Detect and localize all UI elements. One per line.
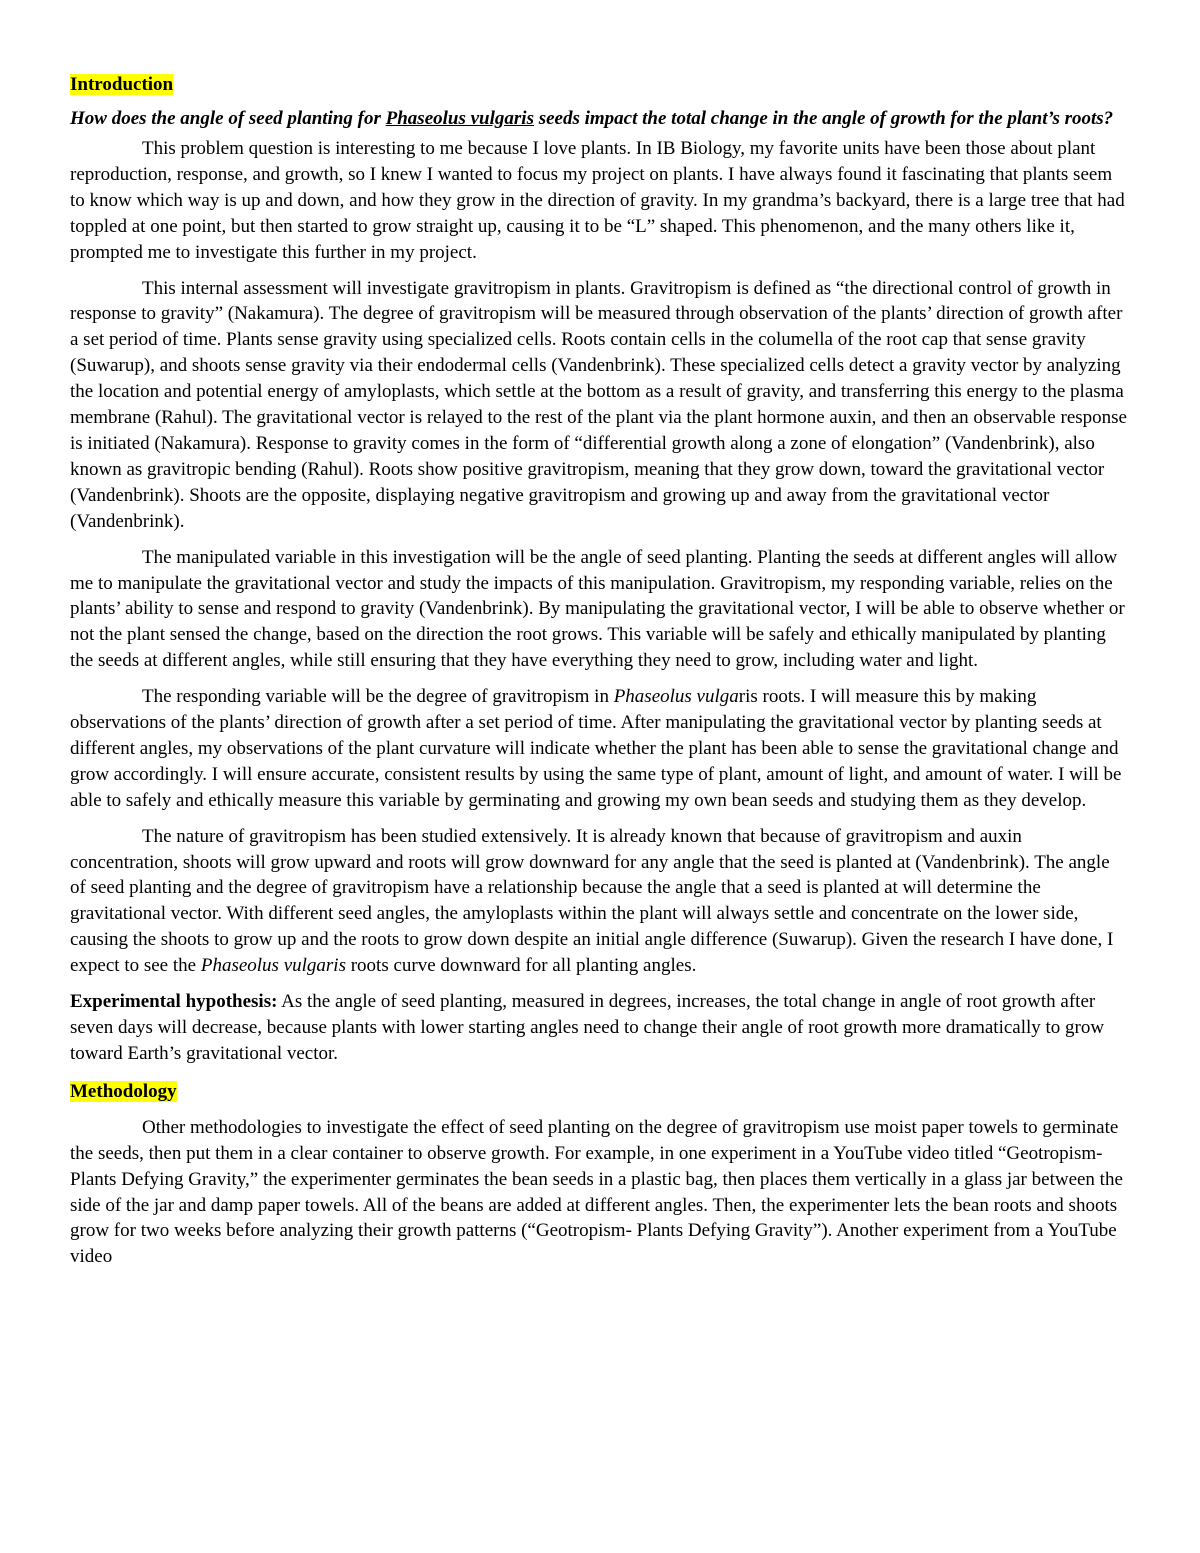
p4-after: ris roots. I will measure this by making observations of the plants’ direction of growth after a set period of time. After manipulating the gravitational vector by planting seeds at different angles, my observations of the plant curvature will indicate whether the plant has been able to sense the gravitational change and grow accordingly. I will ensure accurate, consistent results by using the same type of plant, amount of light, and amount of water. I will be able to safely and ethically measure this variable by germinating and growing my own bean seeds and studying them as they develop.: [70, 686, 1122, 811]
hypothesis-label: Experimental hypothesis:: [70, 991, 278, 1013]
paragraph-manipulated-variable: The manipulated variable in this investigation will be the angle of seed planting. Planting the seeds at different angles will allow me to manipulate the gravitational vector and study the impacts of this manipulation. Gravitropism, my responding variable, relies on the plants’ ability to sense and respond to gravity (Vandenbrink). By manipulating the gravitational vector, I will be able to observe whether or not the plant sensed the change, based on the direction the root grows. This variable will be safely and ethically manipulated by planting the seeds at different angles, while still ensuring that they have everything they need to grow, including water and light.: [70, 546, 1125, 672]
section-heading-introduction: [70, 72, 1128, 98]
p4-before: The responding variable will be the degree of gravitropism in: [142, 686, 614, 708]
p5-after: roots curve downward for all planting angles.: [345, 955, 697, 977]
paragraph-hypothesis: [70, 989, 1128, 1067]
paragraph-motivation: This problem question is interesting to me because I love plants. In IB Biology, my favorite units have been those about plant reproduction, response, and growth, so I knew I wanted to focus my project on plants. I have always found it fascinating that plants seem to know which way is up and down, and how they grow in the direction of gravity. In my grandma’s backyard, there is a large tree that had toppled at one point, but then started to grow straight up, causing it to be “L” shaped. This phenomenon, and the many others like it, prompted me to investigate this further in my project.: [70, 138, 1125, 263]
hypothesis-text: As the angle of seed planting, measured in degrees, increases, the total change in angle of root growth after seven days will decrease, because plants with lower starting angles need to change their angle of root growth more dramatically to grow toward Earth’s gravitational vector.: [70, 991, 1105, 1064]
paragraph-prediction: [70, 824, 1128, 979]
research-question: [70, 106, 1128, 131]
p5-before: The nature of gravitropism has been studied extensively. It is already known that because of gravitropism and auxin concentration, shoots will grow upward and roots will grow downward for any angle that the seed is planted at (Vandenbrink). The angle of seed planting and the degree of gravitropism have a relationship because the angle that a seed is planted at will determine the gravitational vector. With different seed angles, the amyloplasts within the plant will always settle and concentrate on the lower side, causing the shoots to grow up and the roots to grow down despite an initial angle difference (Suwarup). Given the research I have done, I expect to see the: [70, 825, 1114, 977]
highlight-methodology: Methodology: [70, 1080, 177, 1102]
highlight-introduction: Introduction: [70, 74, 174, 95]
p4-italic: Phaseolus vulga: [613, 686, 739, 708]
question-species: Phaseolus vulgaris: [385, 108, 534, 129]
paragraph-methodology: Other methodologies to investigate the effect of seed planting on the degree of gravitropism use moist paper towels to germinate the seeds, then put them in a clear container to observe growth. For example, in one experiment in a YouTube video titled “Geotropism- Plants Defying Gravity,” the experimenter germinates the bean seeds in a plastic bag, then places them vertically in a glass jar between the side of the jar and damp paper towels. All of the beans are added at different angles. Then, the experimenter lets the bean roots and shoots grow for two weeks before analyzing their growth patterns (“Geotropism- Plants Defying Gravity”). Another experiment from a YouTube video: [70, 1116, 1123, 1268]
section-heading-methodology: [70, 1079, 1128, 1105]
paragraph-background: This internal assessment will investigate gravitropism in plants. Gravitropism is defined as “the directional control of growth in response to gravity” (Nakamura). The degree of gravitropism will be measured through observation of the plants’ direction of growth after a set period of time. Plants sense gravity using specialized cells. Roots contain cells in the columella of the root cap that sense gravity (Suwarup), and shoots sense gravity via their endodermal cells (Vandenbrink). These specialized cells detect a gravity vector by analyzing the location and potential energy of amyloplasts, which settle at the bottom as a result of gravity, and transferring this energy to the plasma membrane (Rahul). The gravitational vector is relayed to the rest of the plant via the plant hormone auxin, and then an observable response is initiated (Nakamura). Response to gravity comes in the form of “differential growth along a zone of elongation” (Vandenbrink), also known as gravitropic bending (Rahul). Roots show positive gravitropism, meaning that they grow down, toward the gravitational vector (Vandenbrink). Shoots are the opposite, displaying negative gravitropism and growing up and away from the gravitational vector (Vandenbrink).: [70, 277, 1127, 532]
question-part1: How does the angle of seed planting for: [70, 108, 386, 129]
question-part2: seeds impact the total change in the angle of growth for the plant’s roots?: [533, 108, 1114, 129]
p5-italic: Phaseolus vulgaris: [200, 955, 346, 977]
paragraph-responding-variable: [70, 684, 1128, 814]
